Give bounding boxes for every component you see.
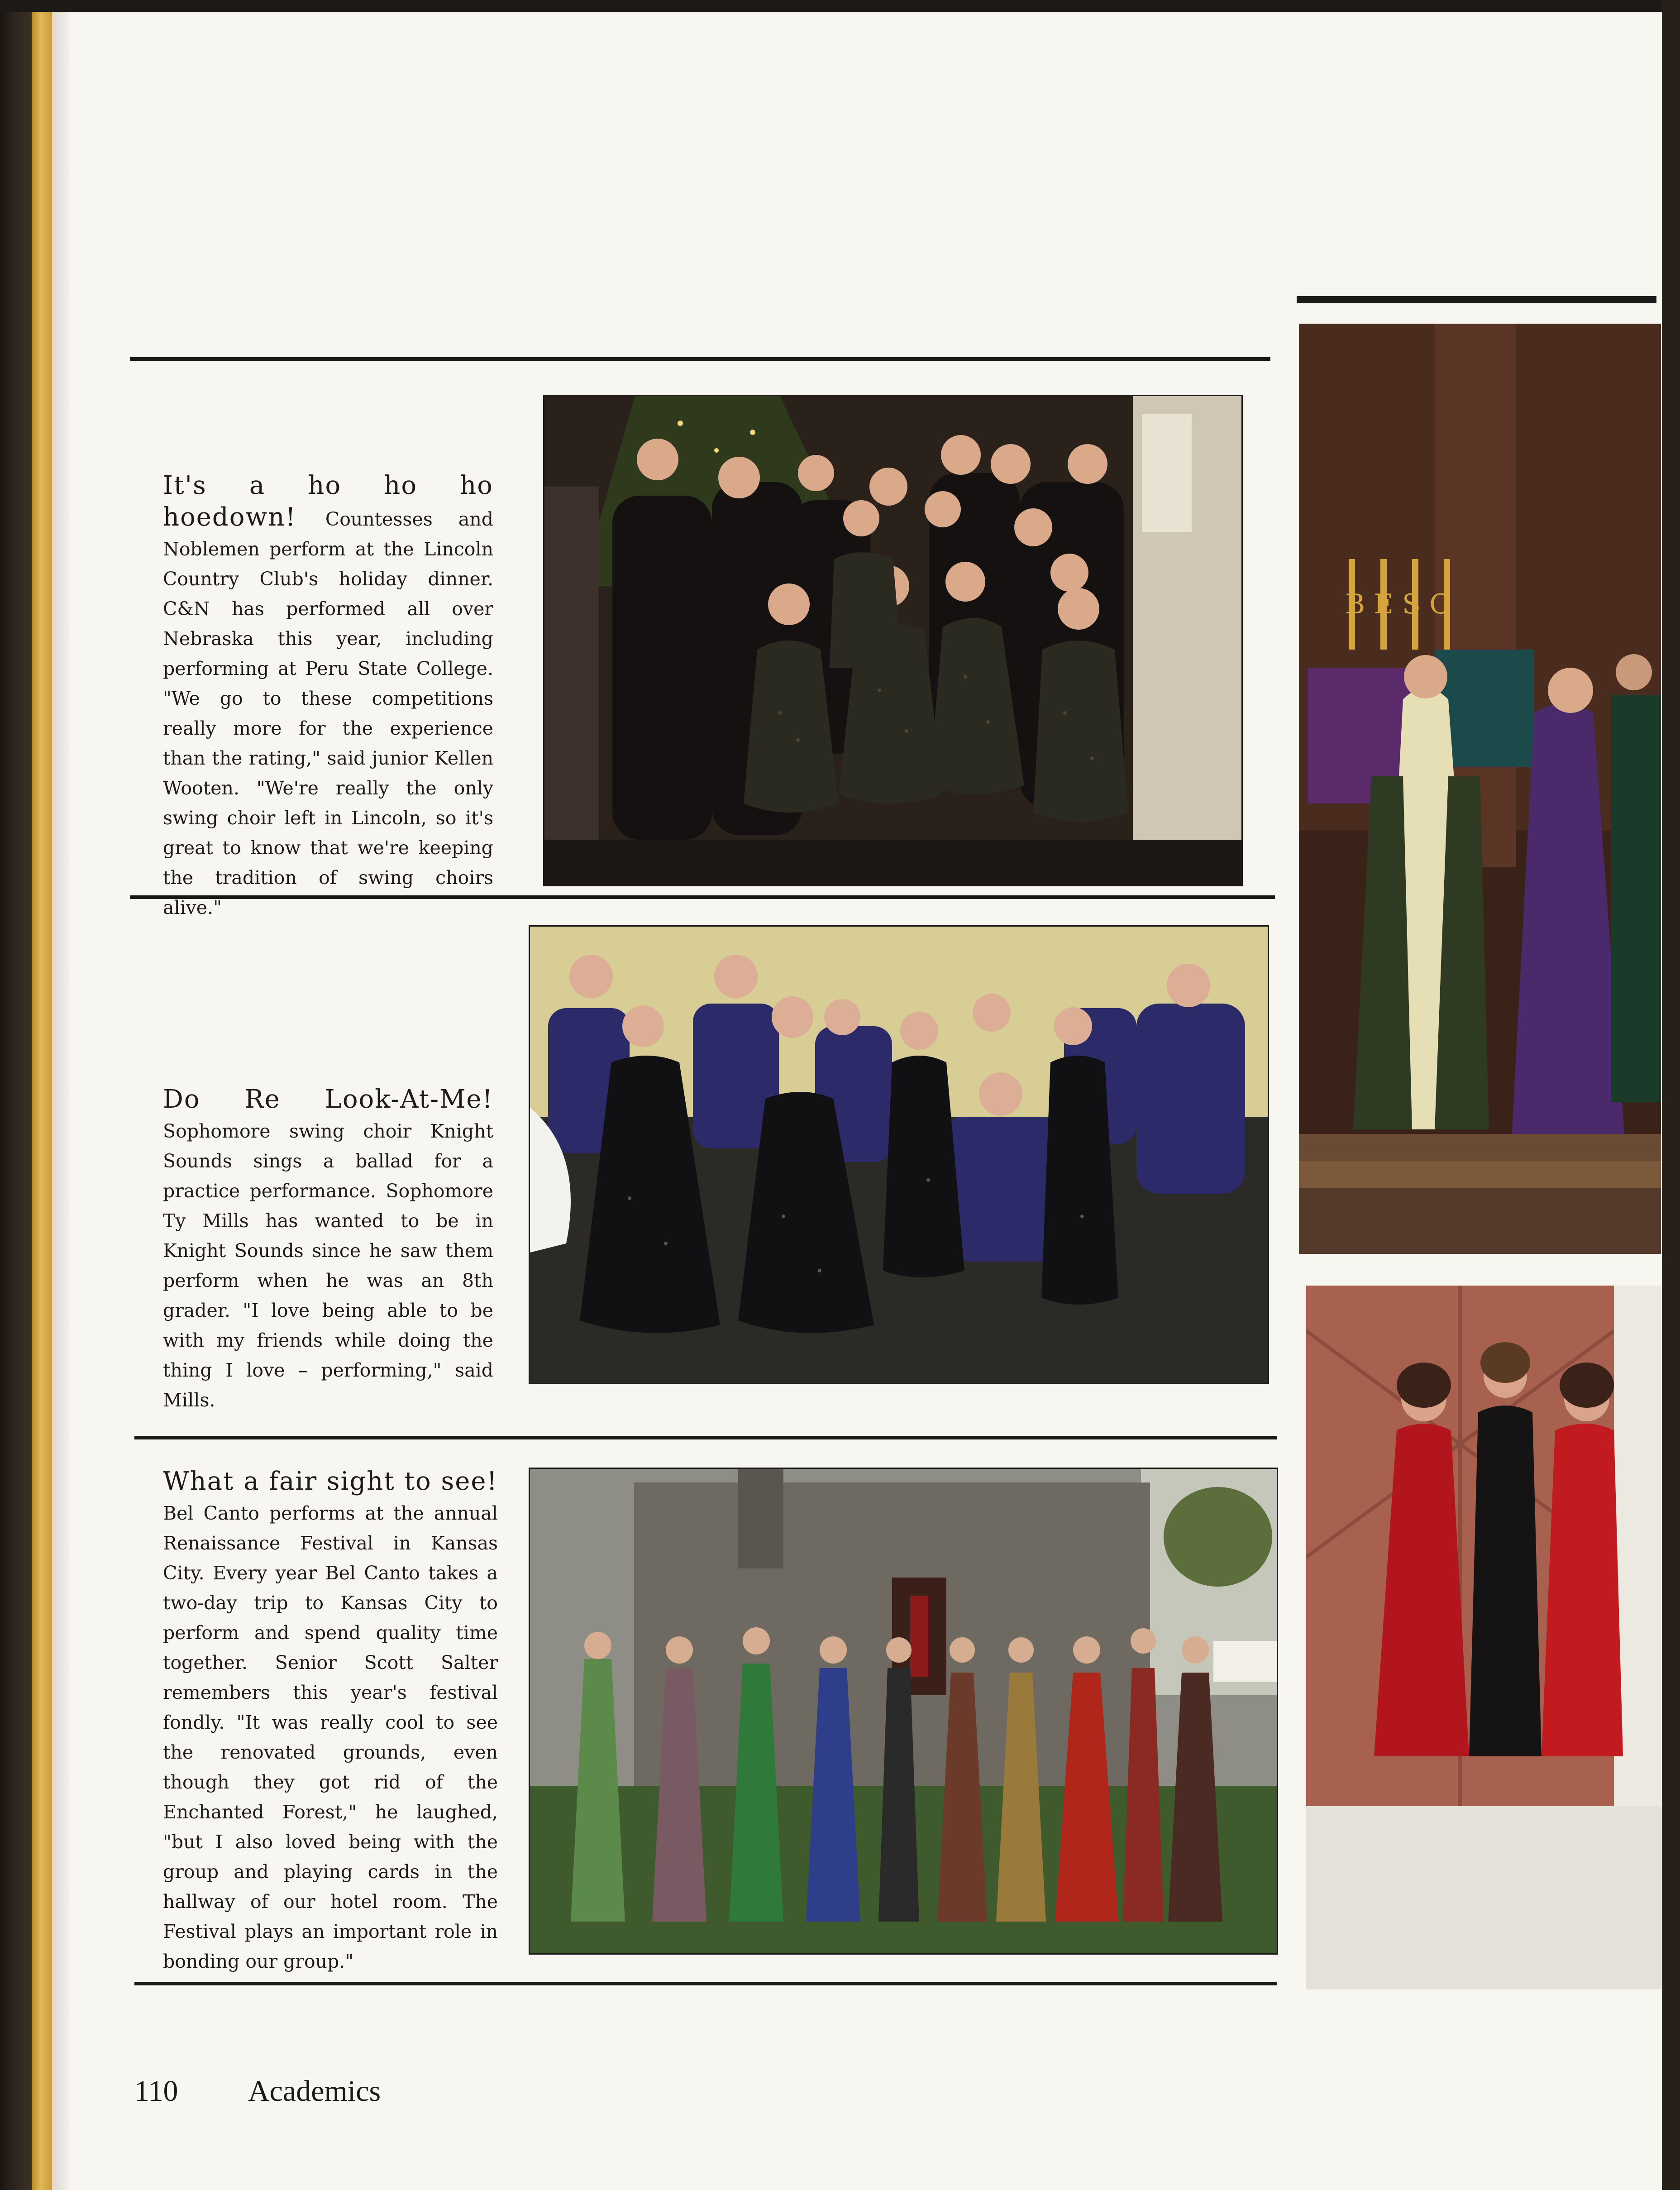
gold-page-edge [32, 0, 52, 2190]
caption-knight-sounds-lead: Do Re Look-At-Me! [163, 1085, 493, 1114]
page-edge [52, 0, 70, 2190]
caption-knight-sounds [163, 1085, 493, 1415]
caption-holiday-choir-lead: It's a ho ho ho hoedown! [163, 471, 493, 532]
top-border [0, 0, 1680, 12]
photo-knight-sounds-image [530, 927, 1268, 1383]
photo-stage-costumes [1299, 324, 1661, 1254]
photo-holiday-choir [543, 395, 1243, 886]
caption-renaissance-festival [163, 1467, 498, 1976]
caption-knight-sounds-body: Sophomore swing choir Knight Sounds sings a ballad for a practice performance. Sophomore Ty Mills has wanted to be in Knight Sounds since he saw them perform when he was an 8th grader. "I love being able to be with my friends while doing the thing I love – performing," said Mills. [163, 1120, 493, 1411]
rule-1 [130, 357, 1270, 361]
rule-4 [134, 1982, 1277, 1985]
photo-renaissance-festival [529, 1468, 1278, 1955]
photo-holiday-choir-image [544, 396, 1241, 885]
photo-renaissance-festival-image [530, 1469, 1277, 1953]
caption-holiday-choir [163, 471, 493, 923]
photo-three-friends-image [1306, 1286, 1662, 1989]
photo-knight-sounds [529, 925, 1269, 1384]
photo-stage-costumes-image [1299, 324, 1661, 1254]
book-binding [0, 0, 32, 2190]
page-number: 110 [134, 2075, 178, 2108]
caption-renaissance-festival-body: Bel Canto performs at the annual Renaissance Festival in Kansas City. Every year Bel Canto takes a two-day trip to Kansas City to perform and spend quality time together. Senior Scott Salter remembers this year's festival fondly. "It was really cool to see the renovated grounds, even though they got rid of the Enchanted Forest," he laughed, "but I also loved being with the group and playing cards in the hallway of our hotel room. The Festival plays an important role in bonding our group." [163, 1502, 498, 1972]
caption-holiday-choir-body: Countesses and Noblemen perform at the Lincoln Country Club's holiday dinner. C&N has performed all over Nebraska this year, including performing at Peru State College. "We go to these competitions really more for the experience than the rating," said junior Kellen Wooten. "We're really the only swing choir left in Lincoln, so it's great to know that we're keeping the tradition of swing choirs alive." [163, 508, 493, 918]
right-page-edge [1662, 0, 1680, 2190]
stage-banner-text: B E S C [1345, 588, 1451, 620]
caption-renaissance-festival-lead: What a fair sight to see! [163, 1467, 498, 1496]
rule-top-right [1297, 296, 1656, 303]
rule-3 [134, 1436, 1277, 1439]
photo-three-friends [1306, 1286, 1662, 1989]
section-name: Academics [248, 2075, 381, 2108]
